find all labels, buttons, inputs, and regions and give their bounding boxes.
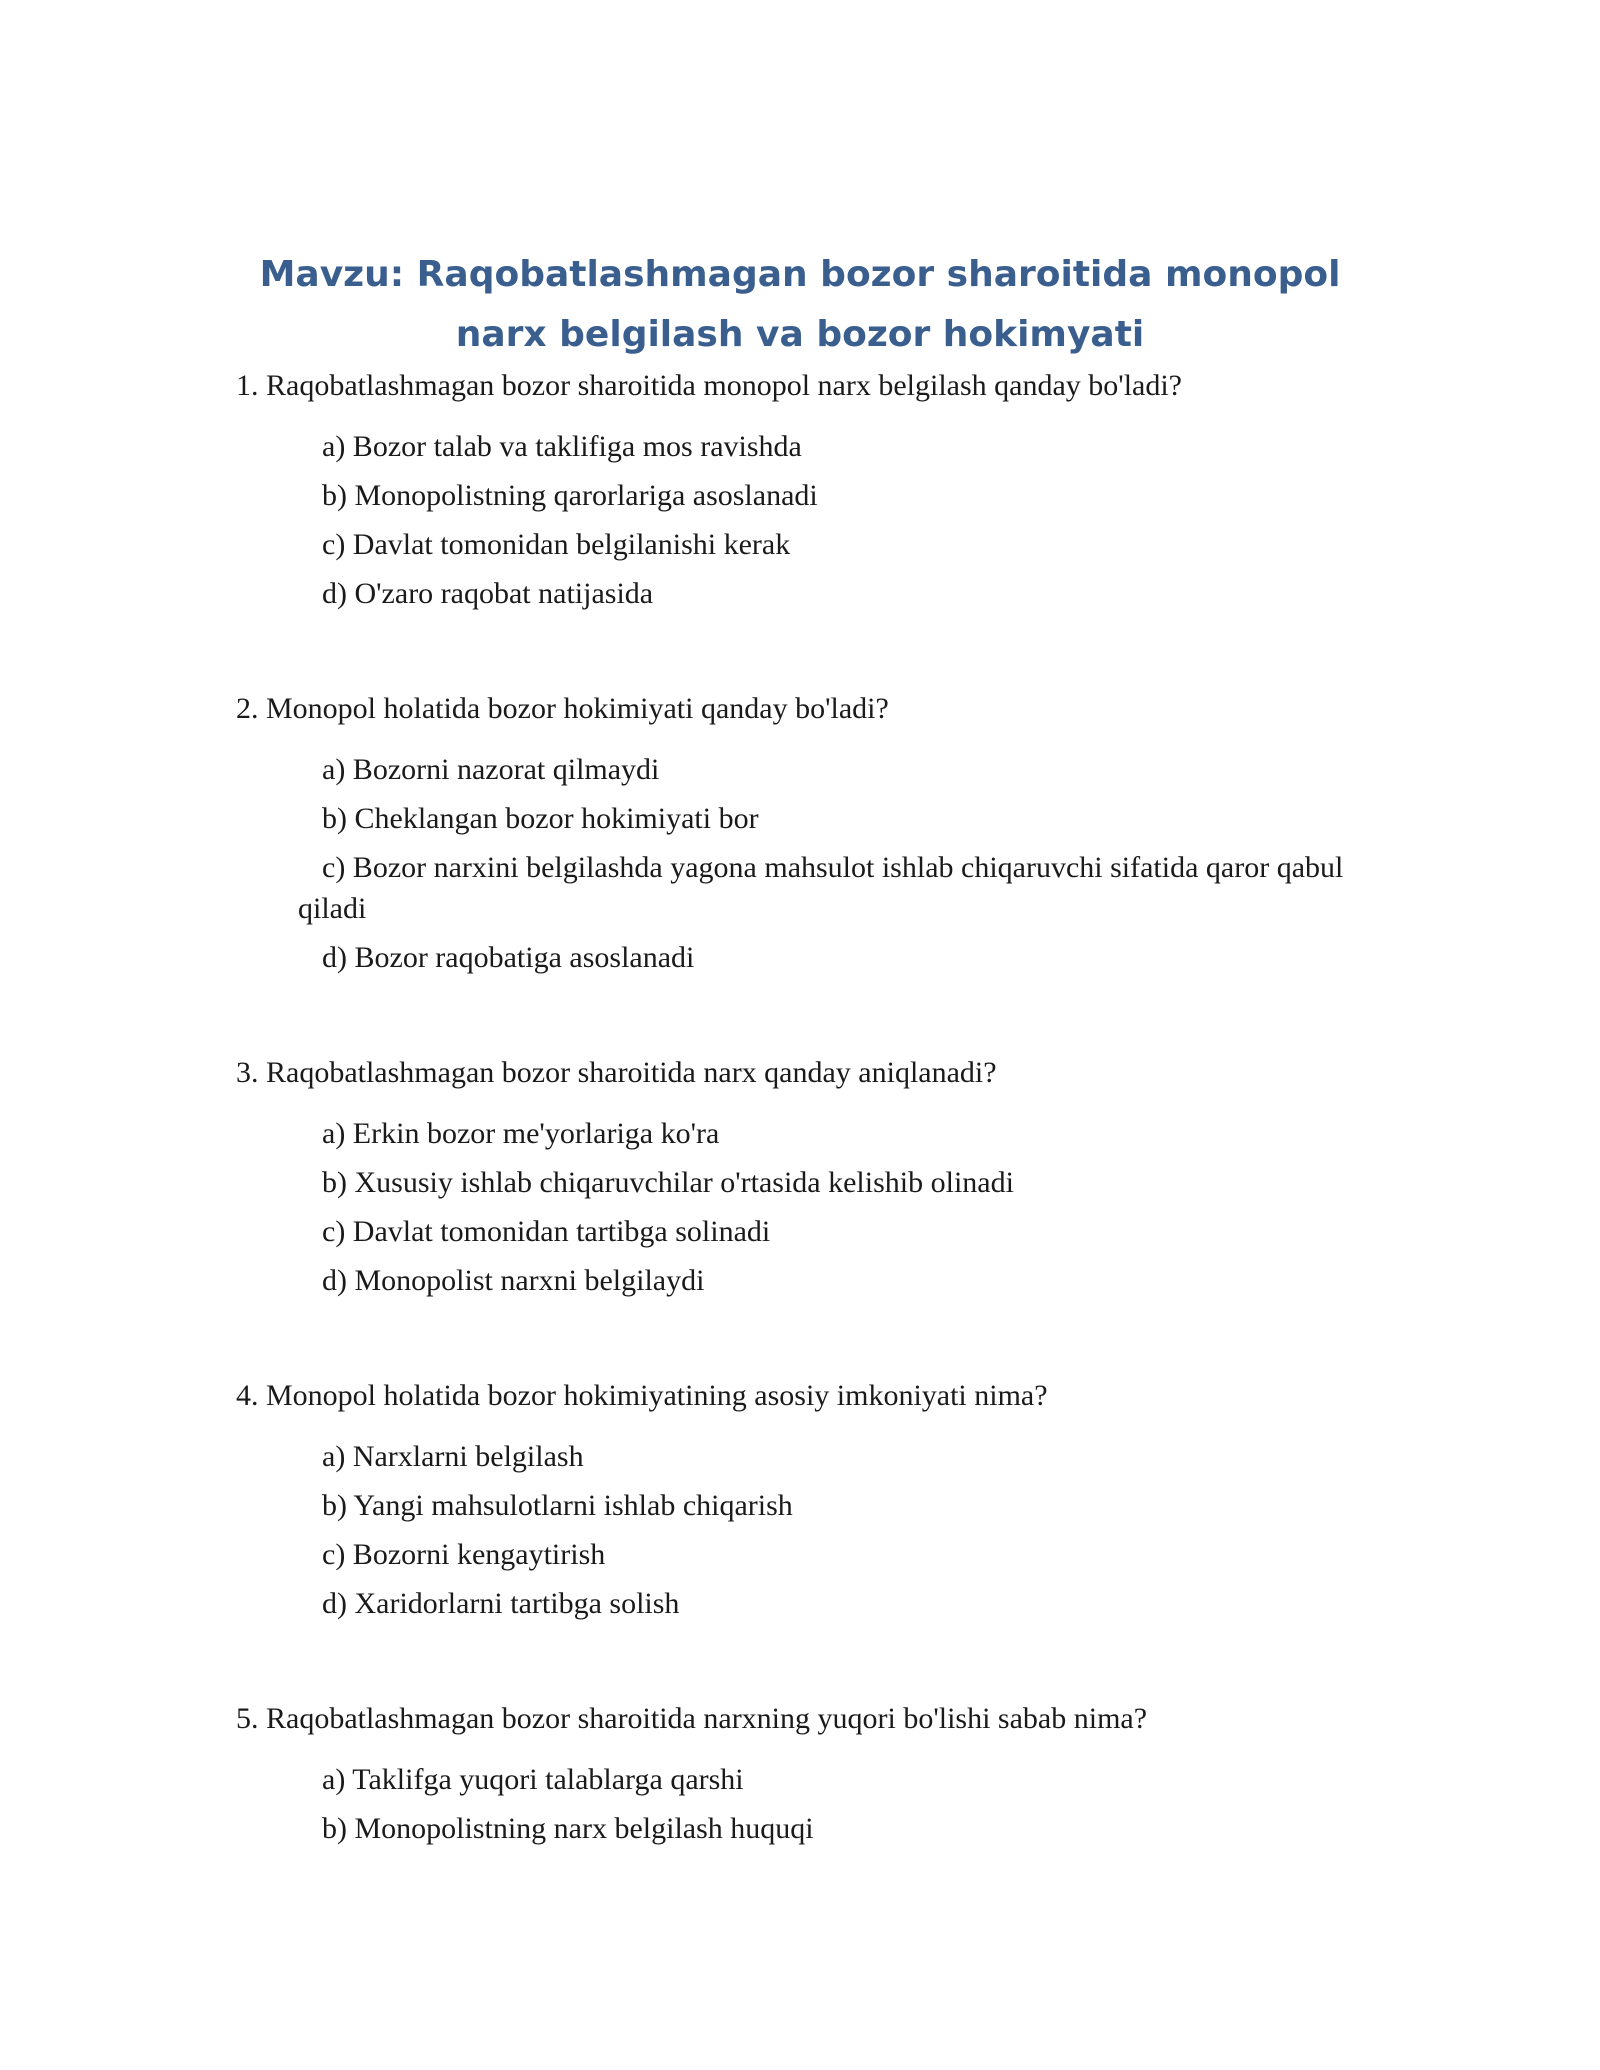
answer-option-c: c) Bozor narxini belgilashda yagona mahsulot ishlab chiqaruvchi sifatida qaror qabul qiladi <box>298 851 1344 925</box>
question-1 <box>236 368 1356 622</box>
answer-option-b: b) Monopolistning narx belgilash huquqi <box>322 1812 814 1845</box>
question-text: 2. Monopol holatida bozor hokimiyati qanday bo'ladi? <box>236 692 889 725</box>
answer-option-d: d) Xaridorlarni tartibga solish <box>322 1587 680 1620</box>
question-5 <box>236 1701 1356 1857</box>
question-2 <box>236 691 1356 986</box>
answer-options <box>236 1113 1356 1301</box>
question-3 <box>236 1055 1356 1309</box>
answer-option-c: c) Davlat tomonidan belgilanishi kerak <box>322 528 791 561</box>
answer-option-d: d) Bozor raqobatiga asoslanadi <box>322 941 695 974</box>
question-text: 1. Raqobatlashmagan bozor sharoitida monopol narx belgilash qanday bo'ladi? <box>236 369 1182 402</box>
page-title: Mavzu: Raqobatlashmagan bozor sharoitida monopol narx belgilash va bozor hokimyati <box>259 254 1341 355</box>
answer-options <box>236 1759 1356 1849</box>
question-text: 5. Raqobatlashmagan bozor sharoitida narxning yuqori bo'lishi sabab nima? <box>236 1702 1148 1735</box>
answer-option-a: a) Taklifga yuqori talablarga qarshi <box>322 1763 744 1796</box>
answer-option-a: a) Erkin bozor me'yorlariga ko'ra <box>322 1117 720 1150</box>
question-text: 4. Monopol holatida bozor hokimiyatining asosiy imkoniyati nima? <box>236 1379 1048 1412</box>
answer-option-d: d) Monopolist narxni belgilaydi <box>322 1264 705 1297</box>
answer-option-d: d) O'zaro raqobat natijasida <box>322 577 654 610</box>
answer-option-c: c) Bozorni kengaytirish <box>322 1538 606 1571</box>
answer-options <box>236 1436 1356 1624</box>
question-4 <box>236 1378 1356 1632</box>
answer-option-a: a) Bozorni nazorat qilmaydi <box>322 753 660 786</box>
answer-option-a: a) Narxlarni belgilash <box>322 1440 584 1473</box>
answer-options <box>236 749 1356 978</box>
answer-options <box>236 426 1356 614</box>
answer-option-b: b) Monopolistning qarorlariga asoslanadi <box>322 479 818 512</box>
answer-option-a: a) Bozor talab va taklifiga mos ravishda <box>322 430 802 463</box>
answer-option-b: b) Xususiy ishlab chiqaruvchilar o'rtasida kelishib olinadi <box>322 1166 1014 1199</box>
answer-option-b: b) Yangi mahsulotlarni ishlab chiqarish <box>322 1489 793 1522</box>
answer-option-b: b) Cheklangan bozor hokimiyati bor <box>322 802 759 835</box>
answer-option-c: c) Davlat tomonidan tartibga solinadi <box>322 1215 771 1248</box>
question-text: 3. Raqobatlashmagan bozor sharoitida narx qanday aniqlanadi? <box>236 1056 997 1089</box>
